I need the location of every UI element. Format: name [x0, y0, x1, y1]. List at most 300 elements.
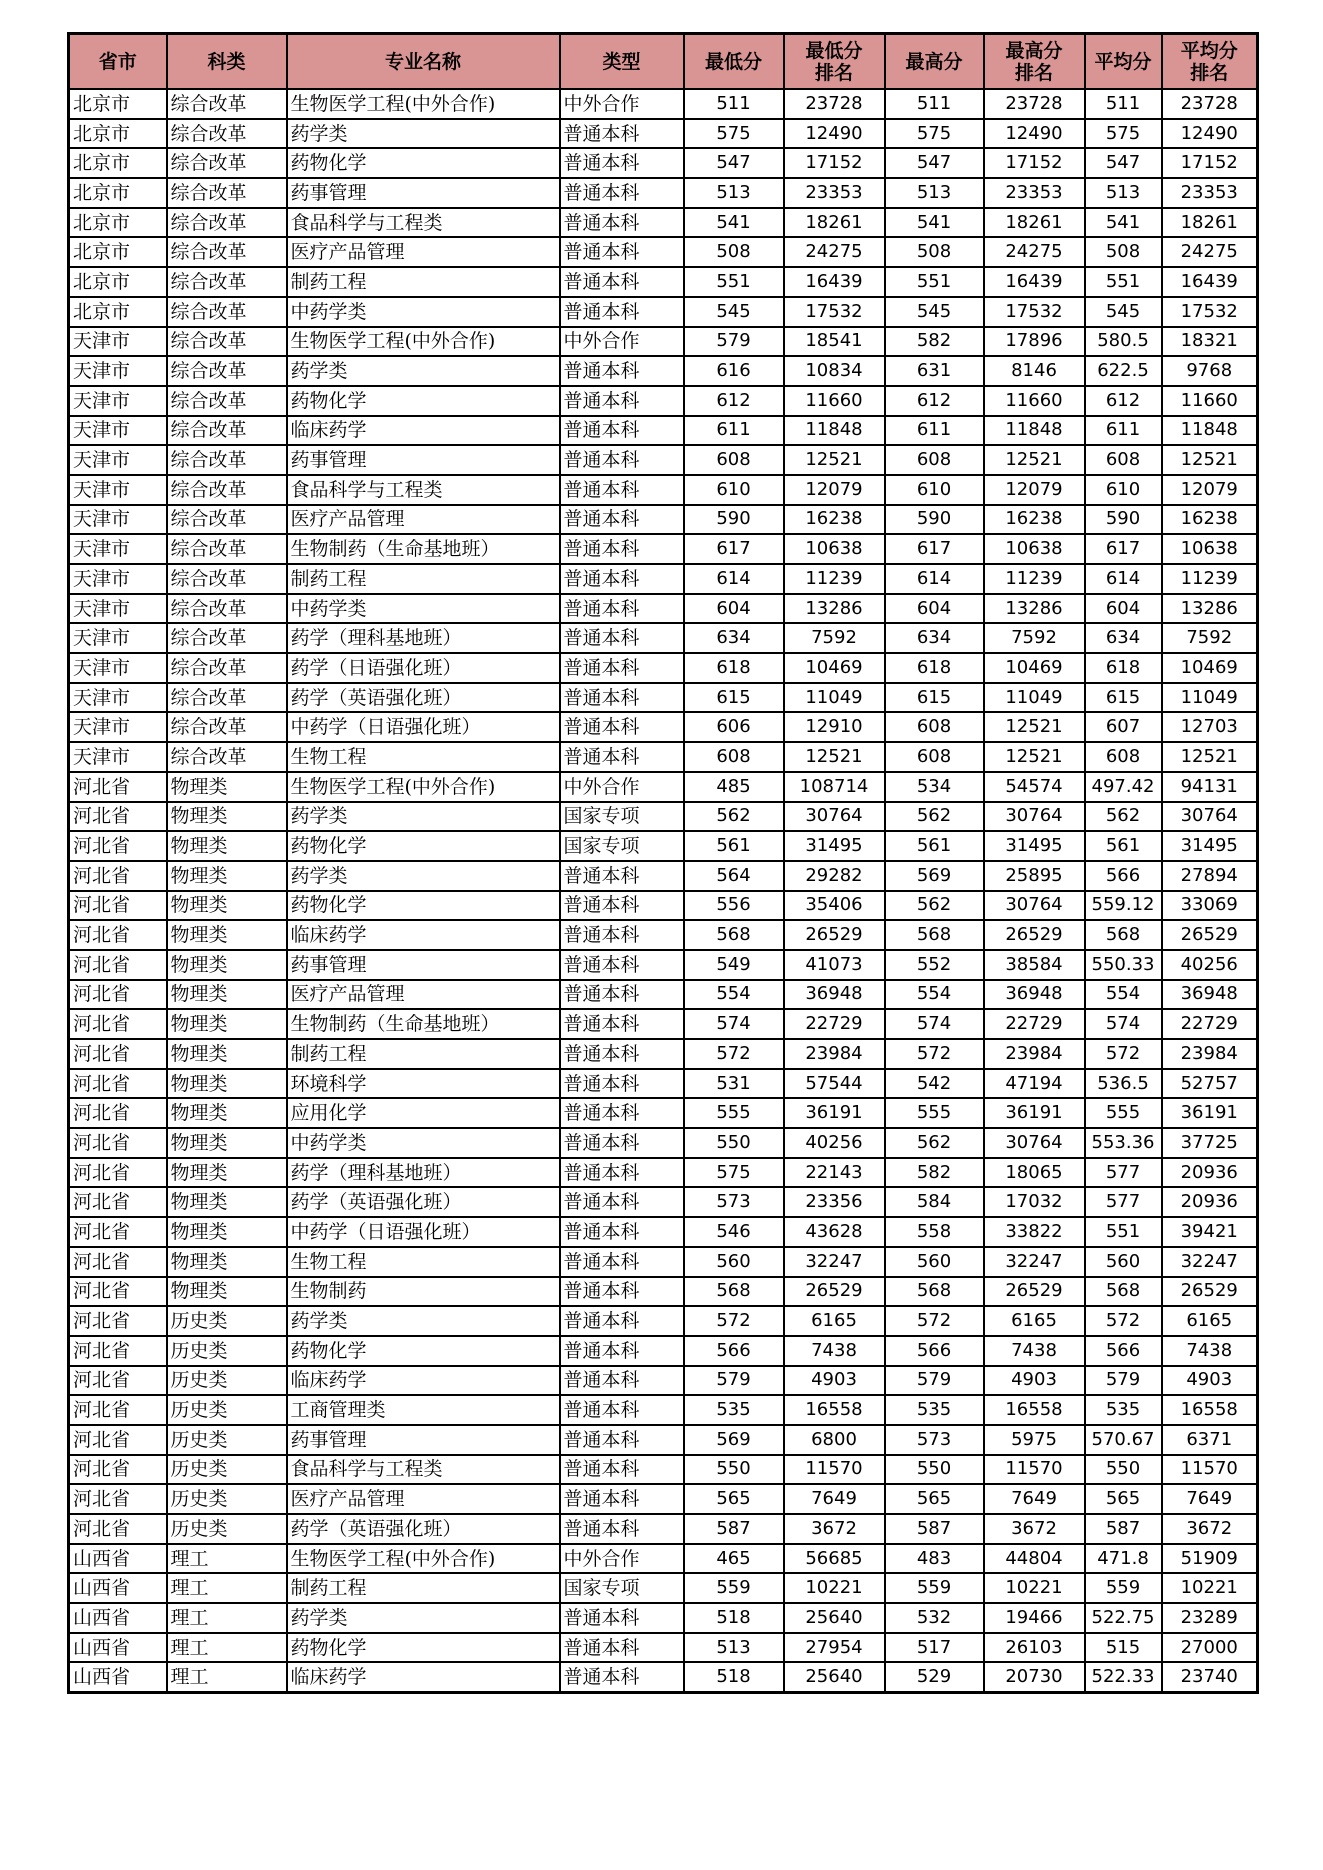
cell-avg-score-rank: 40256 — [1162, 950, 1258, 980]
cell-max-score: 560 — [885, 1247, 984, 1277]
cell-min-score: 590 — [684, 505, 784, 535]
cell-min-score-rank: 23353 — [784, 178, 885, 208]
cell-avg-score: 535 — [1085, 1395, 1162, 1425]
cell-type: 普通本科 — [560, 1366, 684, 1396]
cell-max-score-rank: 19466 — [984, 1603, 1085, 1633]
cell-max-score: 579 — [885, 1366, 984, 1396]
table-row — [69, 653, 1258, 683]
cell-province: 河北省 — [69, 1128, 167, 1158]
cell-max-score-rank: 20730 — [984, 1662, 1085, 1692]
cell-avg-score-rank: 20936 — [1162, 1187, 1258, 1217]
cell-avg-score: 622.5 — [1085, 356, 1162, 386]
cell-type: 中外合作 — [560, 772, 684, 802]
cell-max-score-rank: 23984 — [984, 1039, 1085, 1069]
cell-type: 普通本科 — [560, 1484, 684, 1514]
cell-max-score-rank: 30764 — [984, 1128, 1085, 1158]
header-min-score: 最低分 — [684, 34, 784, 90]
cell-avg-score-rank: 24275 — [1162, 237, 1258, 267]
cell-type: 普通本科 — [560, 505, 684, 535]
table-row — [69, 1336, 1258, 1366]
cell-province: 北京市 — [69, 148, 167, 178]
cell-min-score-rank: 11049 — [784, 683, 885, 713]
cell-avg-score-rank: 11239 — [1162, 564, 1258, 594]
cell-major-name: 药学类 — [287, 356, 560, 386]
cell-province: 河北省 — [69, 1514, 167, 1544]
cell-max-score-rank: 10221 — [984, 1573, 1085, 1603]
cell-subject-category: 历史类 — [167, 1425, 287, 1455]
cell-subject-category: 物理类 — [167, 1158, 287, 1188]
cell-subject-category: 综合改革 — [167, 327, 287, 357]
cell-province: 天津市 — [69, 416, 167, 446]
cell-max-score: 582 — [885, 327, 984, 357]
table-row — [69, 505, 1258, 535]
cell-min-score-rank: 11660 — [784, 386, 885, 416]
cell-province: 北京市 — [69, 89, 167, 119]
cell-min-score-rank: 7438 — [784, 1336, 885, 1366]
cell-subject-category: 综合改革 — [167, 356, 287, 386]
cell-province: 天津市 — [69, 653, 167, 683]
cell-type: 普通本科 — [560, 267, 684, 297]
cell-subject-category: 综合改革 — [167, 505, 287, 535]
cell-avg-score: 577 — [1085, 1187, 1162, 1217]
cell-province: 河北省 — [69, 1158, 167, 1188]
cell-max-score: 604 — [885, 594, 984, 624]
cell-min-score-rank: 56685 — [784, 1544, 885, 1574]
cell-major-name: 环境科学 — [287, 1069, 560, 1099]
cell-min-score: 556 — [684, 891, 784, 921]
cell-min-score: 572 — [684, 1306, 784, 1336]
cell-min-score: 604 — [684, 594, 784, 624]
cell-avg-score-rank: 30764 — [1162, 802, 1258, 832]
cell-min-score: 535 — [684, 1395, 784, 1425]
cell-min-score-rank: 25640 — [784, 1662, 885, 1692]
cell-province: 天津市 — [69, 475, 167, 505]
cell-max-score: 541 — [885, 208, 984, 238]
cell-min-score: 587 — [684, 1514, 784, 1544]
cell-subject-category: 物理类 — [167, 1247, 287, 1277]
cell-avg-score-rank: 3672 — [1162, 1514, 1258, 1544]
cell-min-score: 579 — [684, 327, 784, 357]
cell-province: 天津市 — [69, 356, 167, 386]
cell-type: 普通本科 — [560, 623, 684, 653]
cell-min-score-rank: 4903 — [784, 1366, 885, 1396]
cell-max-score-rank: 44804 — [984, 1544, 1085, 1574]
cell-major-name: 制药工程 — [287, 267, 560, 297]
cell-min-score-rank: 26529 — [784, 920, 885, 950]
cell-min-score-rank: 10834 — [784, 356, 885, 386]
cell-max-score-rank: 11239 — [984, 564, 1085, 594]
cell-min-score-rank: 40256 — [784, 1128, 885, 1158]
cell-avg-score-rank: 12079 — [1162, 475, 1258, 505]
cell-min-score: 531 — [684, 1069, 784, 1099]
cell-max-score: 617 — [885, 534, 984, 564]
cell-avg-score: 572 — [1085, 1039, 1162, 1069]
table-row — [69, 980, 1258, 1010]
cell-min-score-rank: 27954 — [784, 1633, 885, 1663]
cell-avg-score: 566 — [1085, 1336, 1162, 1366]
cell-avg-score: 574 — [1085, 1009, 1162, 1039]
table-row — [69, 1217, 1258, 1247]
cell-max-score-rank: 16238 — [984, 505, 1085, 535]
cell-min-score-rank: 7649 — [784, 1484, 885, 1514]
cell-province: 河北省 — [69, 891, 167, 921]
cell-subject-category: 综合改革 — [167, 148, 287, 178]
cell-max-score-rank: 18065 — [984, 1158, 1085, 1188]
cell-avg-score-rank: 16558 — [1162, 1395, 1258, 1425]
cell-avg-score: 508 — [1085, 237, 1162, 267]
cell-major-name: 生物工程 — [287, 742, 560, 772]
cell-min-score-rank: 57544 — [784, 1069, 885, 1099]
cell-province: 河北省 — [69, 920, 167, 950]
table-row — [69, 1009, 1258, 1039]
cell-major-name: 医疗产品管理 — [287, 1484, 560, 1514]
header-min-score-rank: 最低分 排名 — [784, 34, 885, 90]
table-row — [69, 445, 1258, 475]
table-row — [69, 297, 1258, 327]
cell-max-score: 513 — [885, 178, 984, 208]
cell-type: 普通本科 — [560, 1603, 684, 1633]
cell-province: 天津市 — [69, 623, 167, 653]
cell-max-score: 551 — [885, 267, 984, 297]
cell-max-score-rank: 8146 — [984, 356, 1085, 386]
cell-max-score: 511 — [885, 89, 984, 119]
cell-avg-score-rank: 6371 — [1162, 1425, 1258, 1455]
cell-min-score-rank: 18541 — [784, 327, 885, 357]
cell-min-score: 618 — [684, 653, 784, 683]
cell-min-score: 608 — [684, 445, 784, 475]
cell-major-name: 药学（理科基地班） — [287, 623, 560, 653]
cell-subject-category: 综合改革 — [167, 237, 287, 267]
cell-avg-score: 559.12 — [1085, 891, 1162, 921]
cell-avg-score: 611 — [1085, 416, 1162, 446]
cell-max-score: 590 — [885, 505, 984, 535]
cell-major-name: 中药学类 — [287, 297, 560, 327]
cell-type: 普通本科 — [560, 1069, 684, 1099]
cell-avg-score: 566 — [1085, 861, 1162, 891]
cell-max-score-rank: 17532 — [984, 297, 1085, 327]
cell-province: 河北省 — [69, 1366, 167, 1396]
cell-province: 天津市 — [69, 534, 167, 564]
cell-subject-category: 物理类 — [167, 1187, 287, 1217]
cell-type: 普通本科 — [560, 297, 684, 327]
cell-max-score-rank: 11848 — [984, 416, 1085, 446]
cell-max-score: 573 — [885, 1425, 984, 1455]
admission-scores-table — [67, 32, 1259, 1694]
cell-max-score: 562 — [885, 1128, 984, 1158]
cell-type: 普通本科 — [560, 208, 684, 238]
cell-max-score-rank: 12490 — [984, 119, 1085, 149]
cell-avg-score-rank: 17152 — [1162, 148, 1258, 178]
cell-subject-category: 综合改革 — [167, 742, 287, 772]
cell-avg-score: 572 — [1085, 1306, 1162, 1336]
cell-min-score: 465 — [684, 1544, 784, 1574]
cell-province: 天津市 — [69, 386, 167, 416]
cell-subject-category: 历史类 — [167, 1395, 287, 1425]
cell-max-score: 582 — [885, 1158, 984, 1188]
cell-avg-score-rank: 31495 — [1162, 831, 1258, 861]
cell-province: 山西省 — [69, 1633, 167, 1663]
cell-avg-score-rank: 23984 — [1162, 1039, 1258, 1069]
cell-max-score-rank: 5975 — [984, 1425, 1085, 1455]
cell-min-score-rank: 10638 — [784, 534, 885, 564]
cell-avg-score: 497.42 — [1085, 772, 1162, 802]
cell-major-name: 药学（英语强化班） — [287, 1187, 560, 1217]
cell-province: 山西省 — [69, 1544, 167, 1574]
cell-max-score: 608 — [885, 712, 984, 742]
cell-province: 山西省 — [69, 1603, 167, 1633]
cell-avg-score-rank: 52757 — [1162, 1069, 1258, 1099]
cell-min-score-rank: 12521 — [784, 742, 885, 772]
cell-type: 普通本科 — [560, 416, 684, 446]
cell-max-score: 574 — [885, 1009, 984, 1039]
cell-min-score: 614 — [684, 564, 784, 594]
table-row — [69, 594, 1258, 624]
table-row — [69, 119, 1258, 149]
table-row — [69, 1187, 1258, 1217]
cell-major-name: 药学类 — [287, 1306, 560, 1336]
table-row — [69, 1247, 1258, 1277]
cell-province: 河北省 — [69, 1098, 167, 1128]
cell-min-score-rank: 18261 — [784, 208, 885, 238]
table-row — [69, 1158, 1258, 1188]
cell-min-score: 566 — [684, 1336, 784, 1366]
cell-type: 普通本科 — [560, 356, 684, 386]
cell-avg-score: 560 — [1085, 1247, 1162, 1277]
header-major-name: 专业名称 — [287, 34, 560, 90]
cell-avg-score-rank: 94131 — [1162, 772, 1258, 802]
cell-avg-score: 608 — [1085, 742, 1162, 772]
table-row — [69, 950, 1258, 980]
table-row — [69, 1544, 1258, 1574]
cell-type: 普通本科 — [560, 1633, 684, 1663]
cell-avg-score-rank: 22729 — [1162, 1009, 1258, 1039]
table-row — [69, 356, 1258, 386]
cell-type: 普通本科 — [560, 178, 684, 208]
cell-avg-score-rank: 7592 — [1162, 623, 1258, 653]
cell-avg-score: 565 — [1085, 1484, 1162, 1514]
cell-avg-score-rank: 23353 — [1162, 178, 1258, 208]
cell-major-name: 制药工程 — [287, 1573, 560, 1603]
cell-avg-score: 570.67 — [1085, 1425, 1162, 1455]
cell-avg-score: 551 — [1085, 267, 1162, 297]
cell-avg-score-rank: 7649 — [1162, 1484, 1258, 1514]
cell-type: 普通本科 — [560, 683, 684, 713]
cell-max-score: 483 — [885, 1544, 984, 1574]
cell-avg-score-rank: 4903 — [1162, 1366, 1258, 1396]
cell-max-score: 534 — [885, 772, 984, 802]
cell-min-score: 612 — [684, 386, 784, 416]
cell-province: 河北省 — [69, 950, 167, 980]
cell-max-score-rank: 11660 — [984, 386, 1085, 416]
cell-avg-score-rank: 12521 — [1162, 445, 1258, 475]
cell-min-score-rank: 25640 — [784, 1603, 885, 1633]
cell-type: 普通本科 — [560, 950, 684, 980]
cell-type: 普通本科 — [560, 119, 684, 149]
cell-max-score-rank: 7438 — [984, 1336, 1085, 1366]
cell-major-name: 临床药学 — [287, 1662, 560, 1692]
cell-min-score: 513 — [684, 1633, 784, 1663]
cell-min-score-rank: 13286 — [784, 594, 885, 624]
cell-province: 河北省 — [69, 831, 167, 861]
cell-major-name: 生物医学工程(中外合作) — [287, 327, 560, 357]
cell-min-score: 560 — [684, 1247, 784, 1277]
header-row — [69, 34, 1258, 90]
cell-province: 天津市 — [69, 742, 167, 772]
cell-subject-category: 综合改革 — [167, 475, 287, 505]
cell-province: 河北省 — [69, 1306, 167, 1336]
cell-major-name: 药事管理 — [287, 178, 560, 208]
cell-major-name: 药学（英语强化班） — [287, 683, 560, 713]
cell-province: 河北省 — [69, 1217, 167, 1247]
cell-province: 河北省 — [69, 980, 167, 1010]
cell-avg-score: 615 — [1085, 683, 1162, 713]
cell-max-score: 569 — [885, 861, 984, 891]
cell-subject-category: 物理类 — [167, 802, 287, 832]
cell-major-name: 临床药学 — [287, 1366, 560, 1396]
cell-subject-category: 历史类 — [167, 1484, 287, 1514]
table-row — [69, 1514, 1258, 1544]
cell-type: 普通本科 — [560, 1306, 684, 1336]
cell-min-score: 575 — [684, 1158, 784, 1188]
cell-subject-category: 综合改革 — [167, 594, 287, 624]
cell-avg-score-rank: 11570 — [1162, 1455, 1258, 1485]
cell-max-score-rank: 23353 — [984, 178, 1085, 208]
cell-type: 国家专项 — [560, 802, 684, 832]
cell-major-name: 食品科学与工程类 — [287, 475, 560, 505]
cell-min-score-rank: 12079 — [784, 475, 885, 505]
table-row — [69, 1662, 1258, 1692]
cell-major-name: 药事管理 — [287, 950, 560, 980]
cell-type: 普通本科 — [560, 1455, 684, 1485]
cell-avg-score: 554 — [1085, 980, 1162, 1010]
table-row — [69, 89, 1258, 119]
cell-max-score: 529 — [885, 1662, 984, 1692]
cell-subject-category: 综合改革 — [167, 683, 287, 713]
cell-province: 河北省 — [69, 1395, 167, 1425]
cell-type: 普通本科 — [560, 1514, 684, 1544]
cell-avg-score-rank: 18261 — [1162, 208, 1258, 238]
cell-min-score-rank: 16238 — [784, 505, 885, 535]
table-row — [69, 1069, 1258, 1099]
cell-major-name: 临床药学 — [287, 416, 560, 446]
cell-max-score-rank: 36948 — [984, 980, 1085, 1010]
cell-subject-category: 物理类 — [167, 891, 287, 921]
cell-major-name: 药事管理 — [287, 1425, 560, 1455]
cell-province: 河北省 — [69, 1247, 167, 1277]
cell-province: 河北省 — [69, 861, 167, 891]
cell-avg-score-rank: 23740 — [1162, 1662, 1258, 1692]
cell-province: 北京市 — [69, 237, 167, 267]
cell-max-score-rank: 33822 — [984, 1217, 1085, 1247]
cell-avg-score-rank: 32247 — [1162, 1247, 1258, 1277]
cell-max-score-rank: 16558 — [984, 1395, 1085, 1425]
cell-avg-score: 545 — [1085, 297, 1162, 327]
cell-avg-score: 551 — [1085, 1217, 1162, 1247]
cell-major-name: 生物制药（生命基地班） — [287, 534, 560, 564]
cell-avg-score-rank: 12521 — [1162, 742, 1258, 772]
cell-subject-category: 物理类 — [167, 920, 287, 950]
cell-avg-score-rank: 16238 — [1162, 505, 1258, 535]
cell-major-name: 生物制药 — [287, 1277, 560, 1307]
cell-min-score-rank: 6800 — [784, 1425, 885, 1455]
cell-max-score: 545 — [885, 297, 984, 327]
cell-max-score: 568 — [885, 920, 984, 950]
cell-major-name: 医疗产品管理 — [287, 980, 560, 1010]
cell-type: 普通本科 — [560, 1098, 684, 1128]
cell-avg-score-rank: 16439 — [1162, 267, 1258, 297]
cell-max-score: 584 — [885, 1187, 984, 1217]
cell-max-score: 634 — [885, 623, 984, 653]
cell-subject-category: 物理类 — [167, 831, 287, 861]
cell-max-score: 608 — [885, 445, 984, 475]
cell-max-score: 611 — [885, 416, 984, 446]
cell-type: 普通本科 — [560, 1187, 684, 1217]
cell-province: 山西省 — [69, 1573, 167, 1603]
table-body — [69, 89, 1258, 1693]
cell-major-name: 应用化学 — [287, 1098, 560, 1128]
cell-subject-category: 物理类 — [167, 1217, 287, 1247]
cell-avg-score: 541 — [1085, 208, 1162, 238]
header-max-score-rank: 最高分 排名 — [984, 34, 1085, 90]
cell-min-score-rank: 6165 — [784, 1306, 885, 1336]
cell-type: 普通本科 — [560, 148, 684, 178]
cell-max-score-rank: 16439 — [984, 267, 1085, 297]
cell-major-name: 药事管理 — [287, 445, 560, 475]
header-max-score: 最高分 — [885, 34, 984, 90]
cell-major-name: 药学类 — [287, 1603, 560, 1633]
cell-min-score-rank: 23984 — [784, 1039, 885, 1069]
cell-min-score: 579 — [684, 1366, 784, 1396]
cell-type: 普通本科 — [560, 653, 684, 683]
table-row — [69, 712, 1258, 742]
table-row — [69, 772, 1258, 802]
table-row — [69, 1098, 1258, 1128]
cell-max-score: 572 — [885, 1039, 984, 1069]
cell-min-score-rank: 10221 — [784, 1573, 885, 1603]
cell-avg-score: 590 — [1085, 505, 1162, 535]
cell-subject-category: 物理类 — [167, 772, 287, 802]
cell-subject-category: 综合改革 — [167, 297, 287, 327]
cell-max-score: 535 — [885, 1395, 984, 1425]
cell-min-score: 575 — [684, 119, 784, 149]
cell-major-name: 药学（英语强化班） — [287, 1514, 560, 1544]
header-avg-score-rank: 平均分 排名 — [1162, 34, 1258, 90]
cell-min-score-rank: 26529 — [784, 1277, 885, 1307]
cell-subject-category: 综合改革 — [167, 267, 287, 297]
cell-avg-score-rank: 7438 — [1162, 1336, 1258, 1366]
cell-max-score-rank: 7592 — [984, 623, 1085, 653]
cell-min-score: 564 — [684, 861, 784, 891]
cell-min-score: 572 — [684, 1039, 784, 1069]
cell-max-score: 508 — [885, 237, 984, 267]
table-row — [69, 1306, 1258, 1336]
cell-subject-category: 历史类 — [167, 1455, 287, 1485]
cell-province: 河北省 — [69, 1425, 167, 1455]
cell-subject-category: 物理类 — [167, 950, 287, 980]
cell-avg-score: 614 — [1085, 564, 1162, 594]
cell-min-score-rank: 108714 — [784, 772, 885, 802]
cell-min-score-rank: 11239 — [784, 564, 885, 594]
cell-type: 中外合作 — [560, 327, 684, 357]
cell-major-name: 药物化学 — [287, 891, 560, 921]
cell-subject-category: 综合改革 — [167, 119, 287, 149]
cell-avg-score-rank: 51909 — [1162, 1544, 1258, 1574]
cell-avg-score-rank: 27000 — [1162, 1633, 1258, 1663]
cell-max-score-rank: 32247 — [984, 1247, 1085, 1277]
cell-avg-score-rank: 20936 — [1162, 1158, 1258, 1188]
cell-major-name: 中药学（日语强化班） — [287, 1217, 560, 1247]
cell-max-score: 587 — [885, 1514, 984, 1544]
